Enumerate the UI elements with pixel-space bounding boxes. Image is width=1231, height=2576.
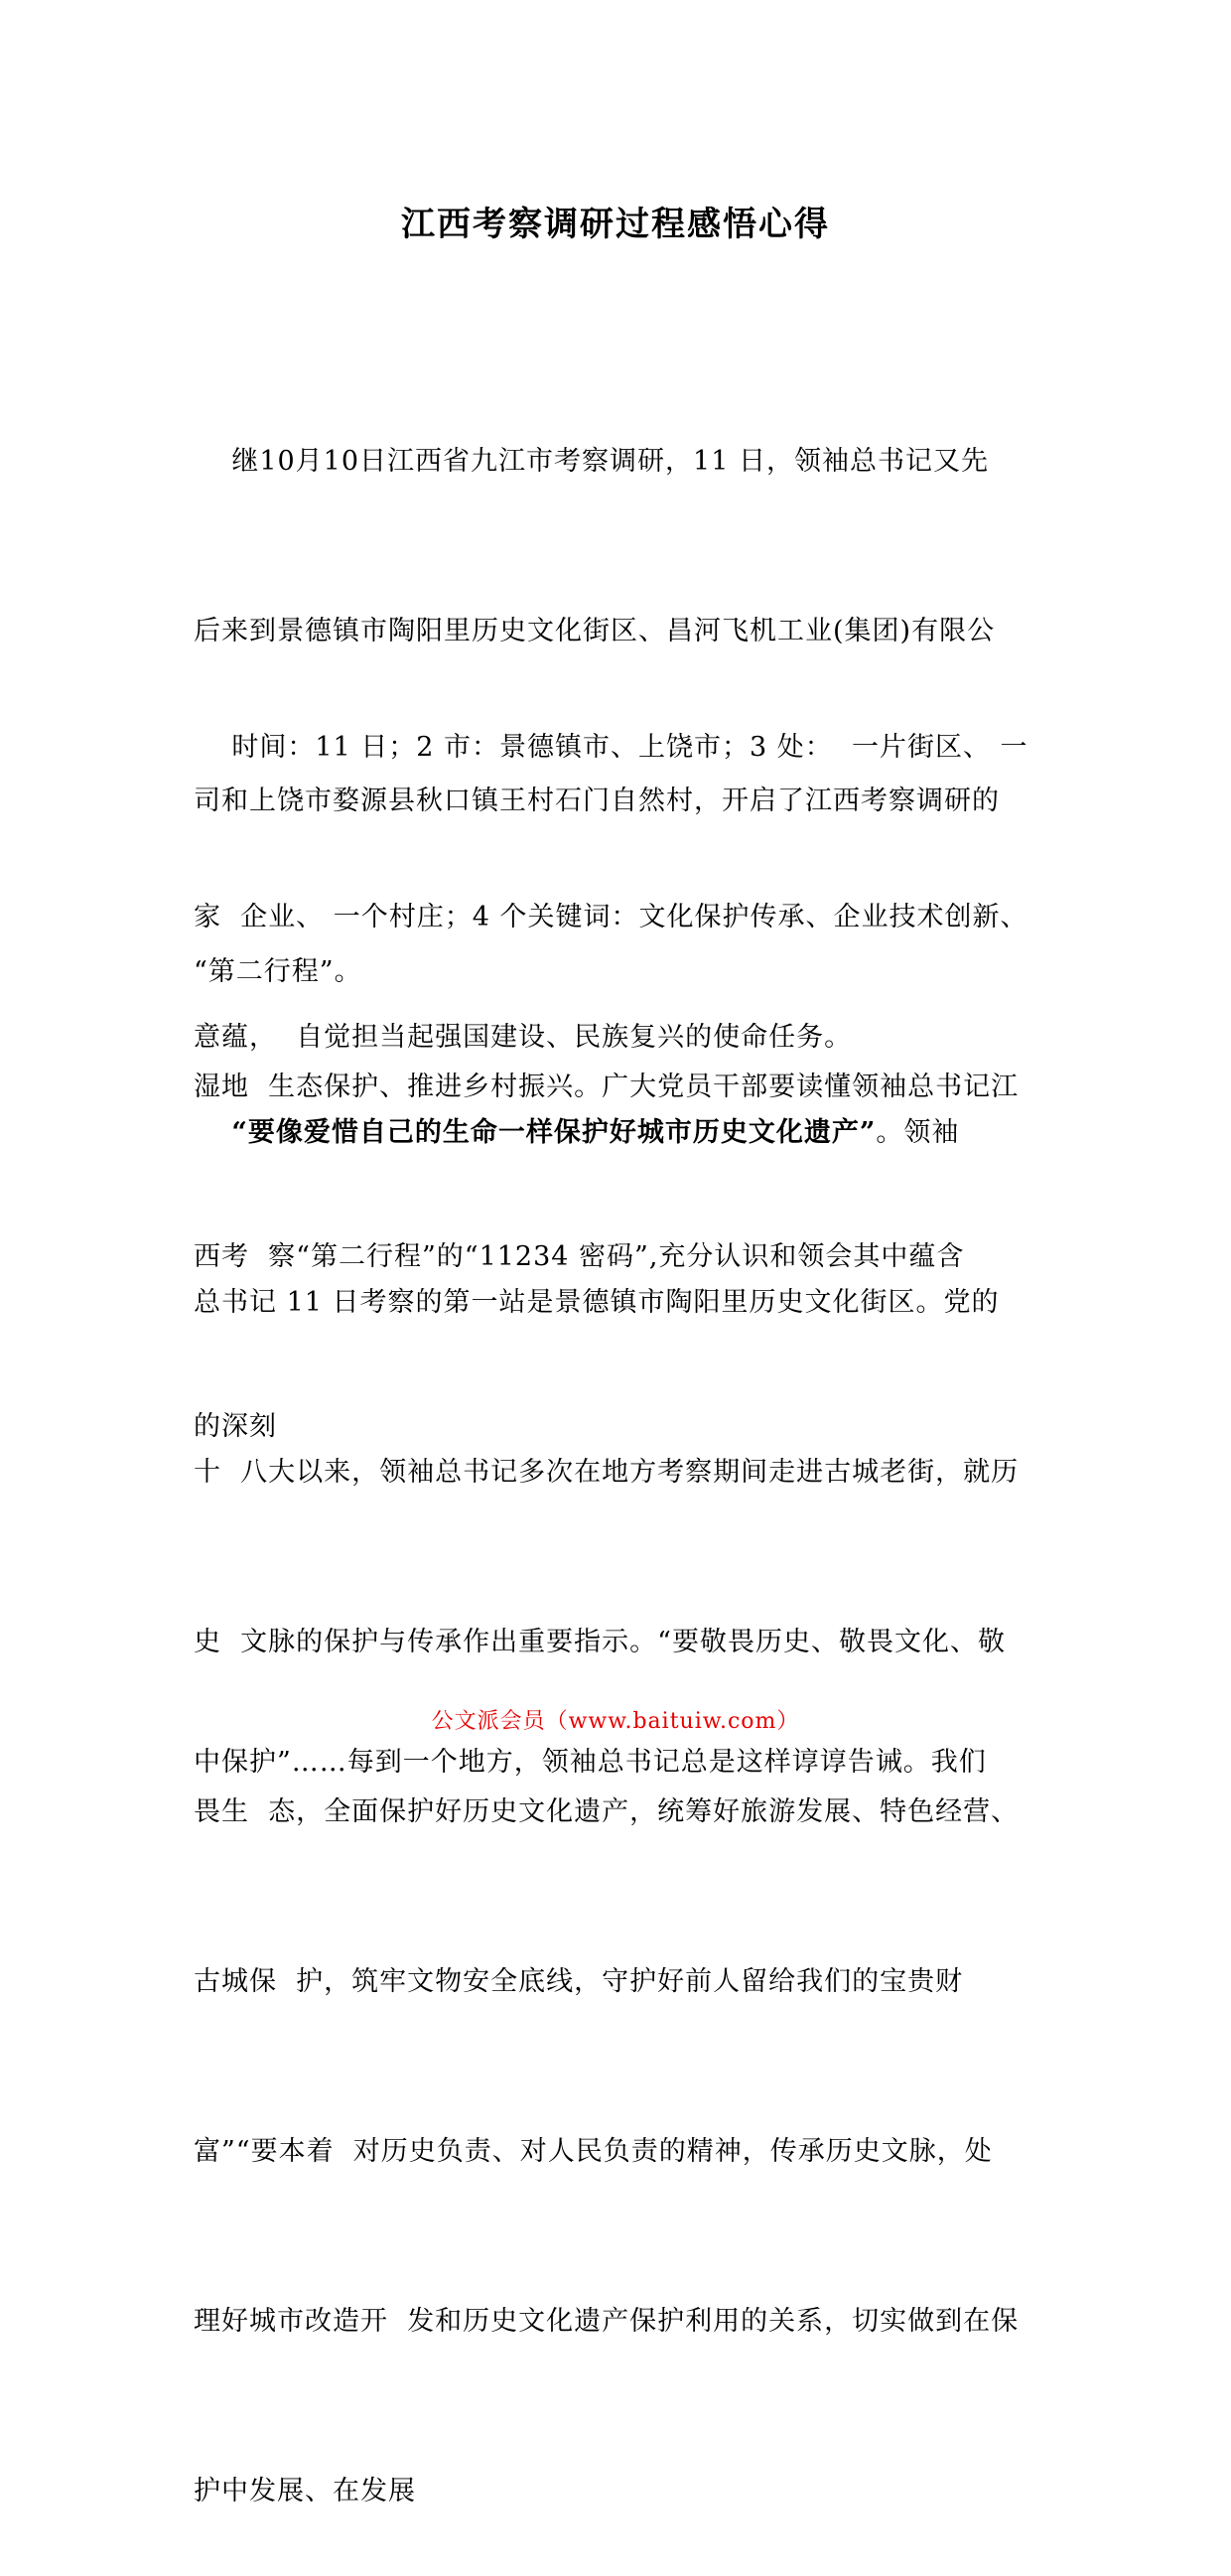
paragraph-line: 护中发展、在发展 <box>194 2476 416 2506</box>
page-title: 江西考察调研过程感悟心得 <box>401 205 830 244</box>
paragraph-line: 畏生 态，全面保护好历史文化遗产，统筹好旅游发展、特色经营、 <box>194 1796 1020 1827</box>
paragraph-line: 时间：11 日；2 市：景德镇市、上饶市；3 处： 一片街区、 一 <box>194 732 1028 763</box>
paragraph-line: 西考 察“第二行程”的“11234 密码”,充分认识和领会其中蕴含 <box>194 1241 965 1272</box>
footer-watermark: 公文派会员（www.baituiw.com） <box>431 1709 800 1734</box>
bold-quote: “要像爱惜自己的生命一样保护好城市历史文化遗产” <box>231 1117 877 1148</box>
paragraph-line: 家 企业、 一个村庄；4 个关键词：文化保护传承、企业技术创新、 <box>194 902 1028 932</box>
paragraph-line: 十 八大以来，领袖总书记多次在地方考察期间走进古城老街，就历 <box>194 1457 1020 1488</box>
paragraph-line: 司和上饶市婺源县秋口镇王村石门自然村，开启了江西考察调研的 <box>194 786 1000 816</box>
paragraph-line: 理好城市改造开 发和历史文化遗产保护利用的关系，切实做到在保 <box>194 2306 1020 2337</box>
paragraph-line: 中保护”……每到一个地方，领袖总书记总是这样谆谆告诫。我们 <box>194 1747 987 1778</box>
paragraph-first-line <box>194 1104 1047 1161</box>
paragraph-line: 继10月10日江西省九江市考察调研，11 日，领袖总书记又先 <box>194 446 989 477</box>
paragraph-line: “第二行程”。 <box>194 956 362 987</box>
paragraph-line: 湿地 生态保护、推进乡村振兴。广大党员干部要读懂领袖总书记江 <box>194 1072 1020 1102</box>
paragraph-line: 古城保 护，筑牢文物安全底线，守护好前人留给我们的宝贵财 <box>194 1966 964 1997</box>
paragraph-line-rest: 。领袖 <box>876 1117 960 1148</box>
paragraph-line: 富”“要本着 对历史负责、对人民负责的精神，传承历史文脉，处 <box>194 2136 993 2167</box>
paragraph-line: 史 文脉的保护与传承作出重要指示。“要敬畏历史、敬畏文化、敬 <box>194 1627 1006 1657</box>
paragraph-line: 的深刻 <box>194 1411 277 1442</box>
paragraph-line: 意蕴， 自觉担当起强国建设、民族复兴的使命任务。 <box>194 1022 853 1053</box>
paragraph-line: 后来到景德镇市陶阳里历史文化街区、昌河飞机工业(集团)有限公 <box>194 616 996 646</box>
paragraph-line: 总书记 11 日考察的第一站是景德镇市陶阳里历史文化街区。党的 <box>194 1287 1000 1318</box>
